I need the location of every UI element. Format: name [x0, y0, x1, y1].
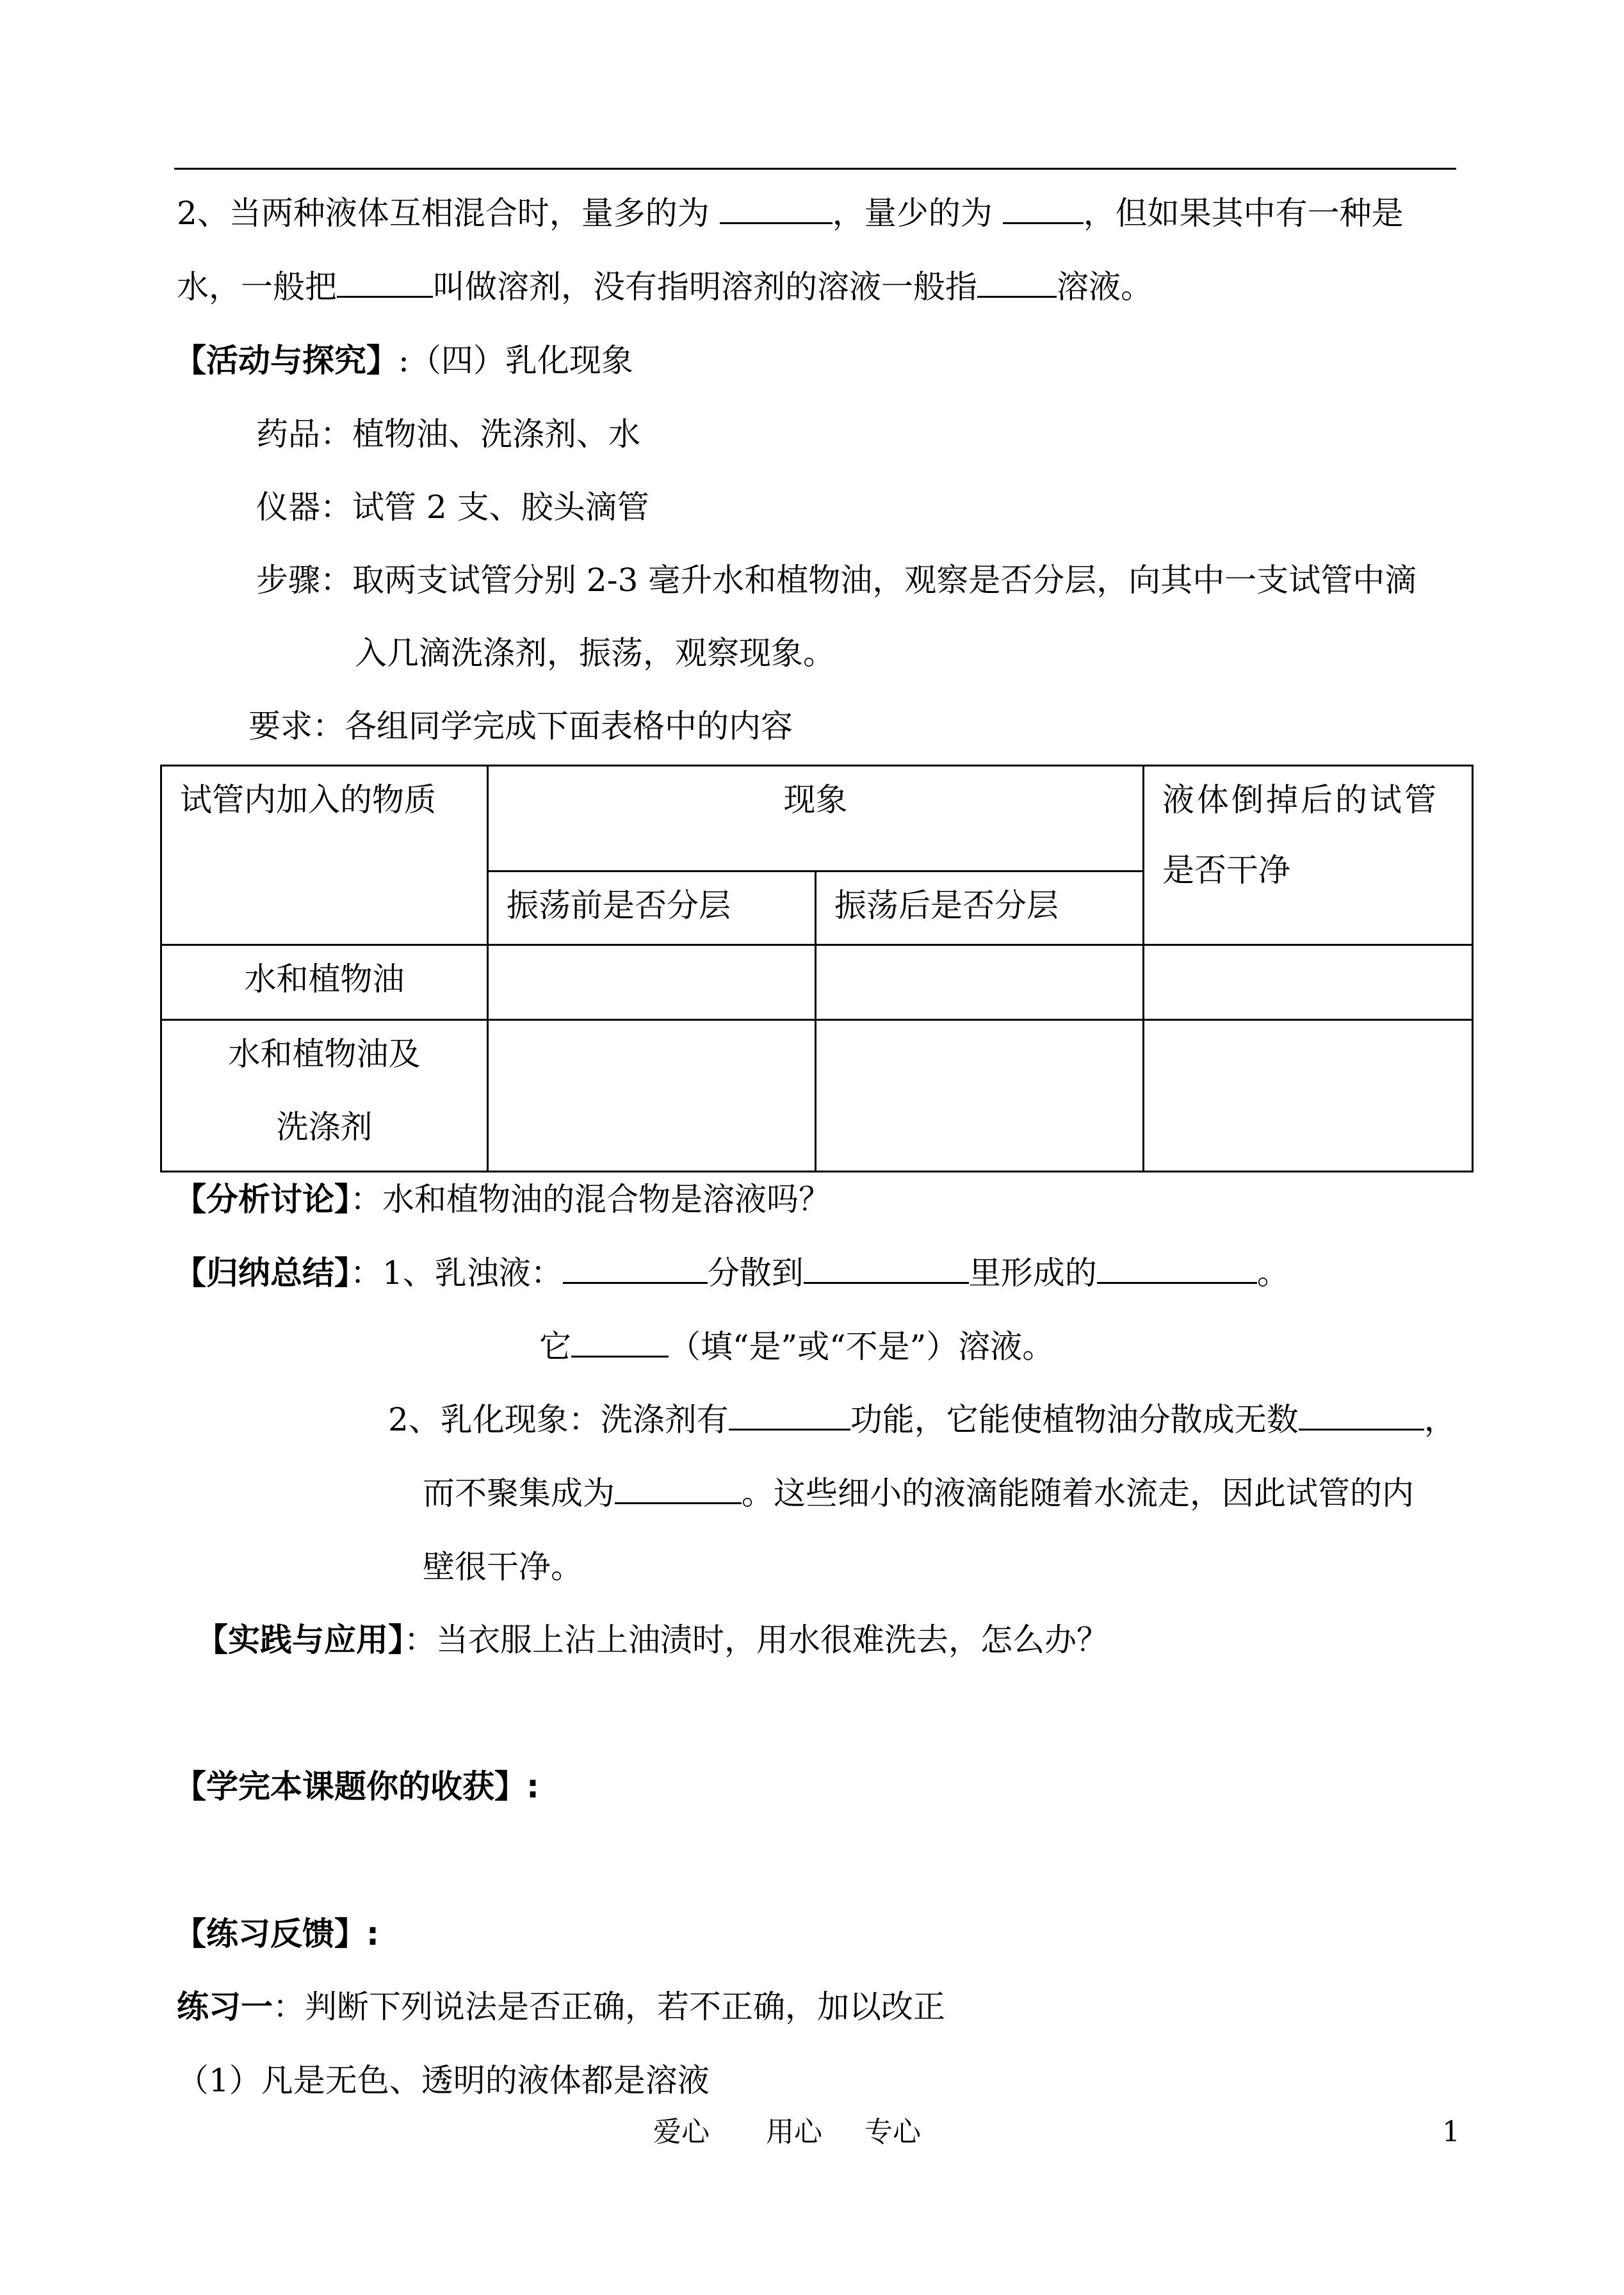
q2-text: ，但如果其中有一种是: [1083, 195, 1404, 232]
blank-droplets[interactable]: [1299, 1403, 1424, 1431]
cell-detergent-after[interactable]: [816, 1020, 1144, 1172]
q2-text: 水，一般把: [177, 268, 337, 305]
cell-water-oil-before[interactable]: [488, 945, 816, 1020]
exercise-item-1: （1）凡是无色、透明的液体都是溶液: [177, 2062, 710, 2099]
blank-majority[interactable]: [720, 197, 832, 224]
header-before-shake: 振荡前是否分层: [488, 872, 816, 945]
blank-minority[interactable]: [1003, 197, 1084, 224]
blank-large-drops[interactable]: [615, 1477, 742, 1504]
gain-heading: 【学完本课题你的收获】: [174, 1768, 526, 1805]
practice-heading: 【实践与应用】: [196, 1621, 404, 1658]
feedback-heading: 【练习反馈】: [174, 1915, 366, 1952]
q2-line-2: [177, 268, 1153, 306]
blank-is-solution[interactable]: [571, 1330, 669, 1358]
header-rule: [174, 168, 1456, 170]
header-phenomenon: 现象: [488, 766, 1144, 872]
summary-heading: 【归纳总结】: [174, 1254, 350, 1292]
steps-line-2: 入几滴洗涤剂，振荡，观察现象。: [355, 635, 835, 672]
q2-text: 叫做溶剂，没有指明溶剂的溶液一般指: [433, 268, 977, 305]
blank-medium[interactable]: [804, 1256, 969, 1284]
q2-text: 2、当两种液体互相混合时，量多的为: [177, 195, 710, 232]
blank-function[interactable]: [729, 1403, 850, 1431]
header-substance: 试管内加入的物质: [161, 766, 488, 945]
requirement: 要求：各组同学完成下面表格中的内容: [248, 708, 793, 745]
blank-mixture[interactable]: [1097, 1256, 1257, 1284]
header-after-shake: 振荡后是否分层: [816, 872, 1144, 945]
practice-line: [196, 1621, 1108, 1659]
q2-line-1: [177, 194, 1404, 232]
summary-line-1b: 它 （填“是”或“不是”）溶液。: [539, 1328, 1055, 1365]
row-water-oil-detergent: 水和植物油及 洗涤剂: [161, 1020, 488, 1172]
header-clean: 液体倒掉后的试管 是否干净: [1144, 766, 1473, 945]
activity-heading-line: [174, 341, 633, 380]
gain-line: 【学完本课题你的收获】:: [174, 1768, 539, 1805]
exercise-label: 练习一: [177, 1988, 273, 2025]
analysis-line: [174, 1180, 831, 1219]
experiment-table: [160, 765, 1474, 1172]
activity-heading: 【活动与探究】: [174, 342, 398, 379]
cell-water-oil-after[interactable]: [816, 945, 1144, 1020]
summary-line-1: 【归纳总结】：1、乳浊液： 分散到 里形成的 。: [174, 1254, 1289, 1292]
row-water-oil: 水和植物油: [161, 945, 488, 1020]
exercise-text: ：判断下列说法是否正确，若不正确，加以改正: [273, 1988, 945, 2025]
activity-title: :（四）乳化现象: [398, 342, 633, 379]
page-number: 1: [1442, 2116, 1460, 2148]
blank-default-solution[interactable]: [977, 270, 1057, 298]
summary-line-2b: 而不聚集成为 。这些细小的液滴能随着水流走，因此试管的内: [423, 1475, 1414, 1512]
summary-line-2: 2、乳化现象：洗涤剂有 功能，它能使植物油分散成无数 ，: [388, 1401, 1456, 1438]
footer-motto-3: 专心: [865, 2116, 921, 2148]
cell-water-oil-clean[interactable]: [1144, 945, 1473, 1020]
q2-text: 溶液。: [1057, 268, 1153, 305]
practice-text: ：当衣服上沾上油渍时，用水很难洗去，怎么办？: [404, 1621, 1108, 1658]
analysis-text: ：水和植物油的混合物是溶液吗？: [350, 1181, 831, 1218]
footer-motto-1: 爱心: [653, 2116, 710, 2148]
blank-solvent[interactable]: [337, 270, 433, 298]
exercise-line: [177, 1988, 945, 2026]
footer-motto-2: 用心: [766, 2116, 822, 2148]
cell-detergent-clean[interactable]: [1144, 1020, 1473, 1172]
analysis-heading: 【分析讨论】: [174, 1181, 350, 1218]
feedback-line: 【练习反馈】:: [174, 1915, 379, 1952]
steps-line-1: 步骤：取两支试管分别 2-3 毫升水和植物油，观察是否分层，向其中一支试管中滴: [256, 562, 1417, 599]
blank-dispersed-phase[interactable]: [563, 1256, 708, 1284]
q2-text: ，量少的为: [832, 195, 993, 232]
instruments: 仪器：试管 2 支、胶头滴管: [256, 489, 649, 526]
reagents: 药品：植物油、洗涤剂、水: [256, 416, 640, 453]
summary-line-2c: 壁很干净。: [423, 1548, 583, 1585]
cell-detergent-before[interactable]: [488, 1020, 816, 1172]
